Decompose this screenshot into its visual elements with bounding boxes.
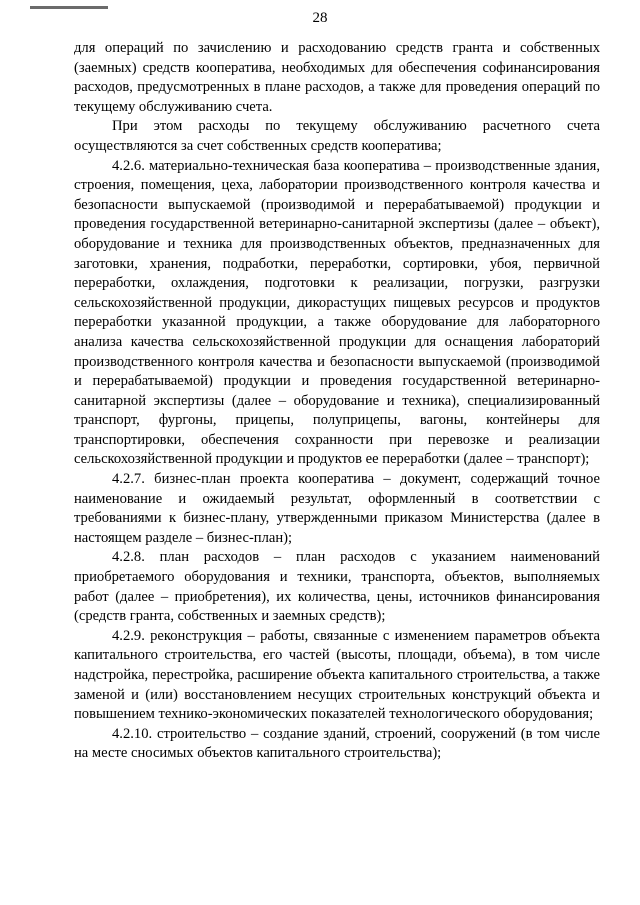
- page-number: 28: [312, 10, 328, 26]
- paragraph-4-2-8-expense-plan: 4.2.8. план расходов – план расходов с указанием наименований приобретаемого оборудования и техники, транспорта, объектов, выполняемых работ (далее – приобретения), их количества, цены, источников финансирования (средств гранта, собственных и заемных средств);: [74, 549, 600, 625]
- paragraph-4-2-6-material-base: 4.2.6. материально-техническая база кооператива – производственные здания, строения, помещения, цеха, лаборатории производственного контроля качества и безопасности выпускаемой (производимой и перерабатываемой) продукции и проведения государственной ветеринарно-санитарной экспертизы (далее – объект), оборудование и техника для производственных объектов, предназначенных для заготовки, хранения, подработки, переработки, сортировки, убоя, первичной переработки, охлаждения, подготовки к реализации, погрузки, разгрузки сельскохозяйственной продукции, дикорастущих пищевых ресурсов и продуктов переработки указанной продукции, а также оборудование для лабораторного анализа качества сельскохозяйственной продукции для оснащения лабораторий производственного контроля качества и безопасности выпускаемой (производимой и перерабатываемой) продукции и проведения государственной ветеринарно-санитарной экспертизы (далее – оборудование и техника), специализированный транспорт, фургоны, прицепы, полуприцепы, вагоны, контейнеры для транспортировки, обеспечения сохранности при перевозке и реализации сельскохозяйственной продукции и продуктов ее переработки (далее – транспорт);: [74, 157, 600, 468]
- document-body: [74, 39, 600, 764]
- paragraph-4-2-7-business-plan: 4.2.7. бизнес-план проекта кооператива – документ, содержащий точное наименование и ожидаемый результат, оформленный в соответствии с требованиями к бизнес-плану, утвержденными приказом Министерства (далее в настоящем разделе – бизнес-план);: [74, 471, 600, 546]
- paragraph-grant-account: для операций по зачислению и расходованию средств гранта и собственных (заемных) средств кооператива, необходимых для обеспечения софинансирования расходов, предусмотренных в плане расходов, а также для проведения операций по текущему обслуживанию счета.: [74, 40, 600, 115]
- paragraph-4-2-9-reconstruction: 4.2.9. реконструкция – работы, связанные с изменением параметров объекта капитального строительства, его частей (высоты, площади, объема), в том числе надстройка, перестройка, расширение объекта капитального строительства, а также заменой и (или) восстановлением несущих строительных конструкций объекта и повышением технико-экономических показателей технологического оборудования;: [74, 627, 600, 723]
- paragraph-account-expenses: При этом расходы по текущему обслуживанию расчетного счета осуществляются за счет собственных средств кооператива;: [74, 118, 600, 154]
- paragraph-4-2-10-construction: 4.2.10. строительство – создание зданий, строений, сооружений (в том числе на месте сносимых объектов капитального строительства);: [74, 725, 600, 762]
